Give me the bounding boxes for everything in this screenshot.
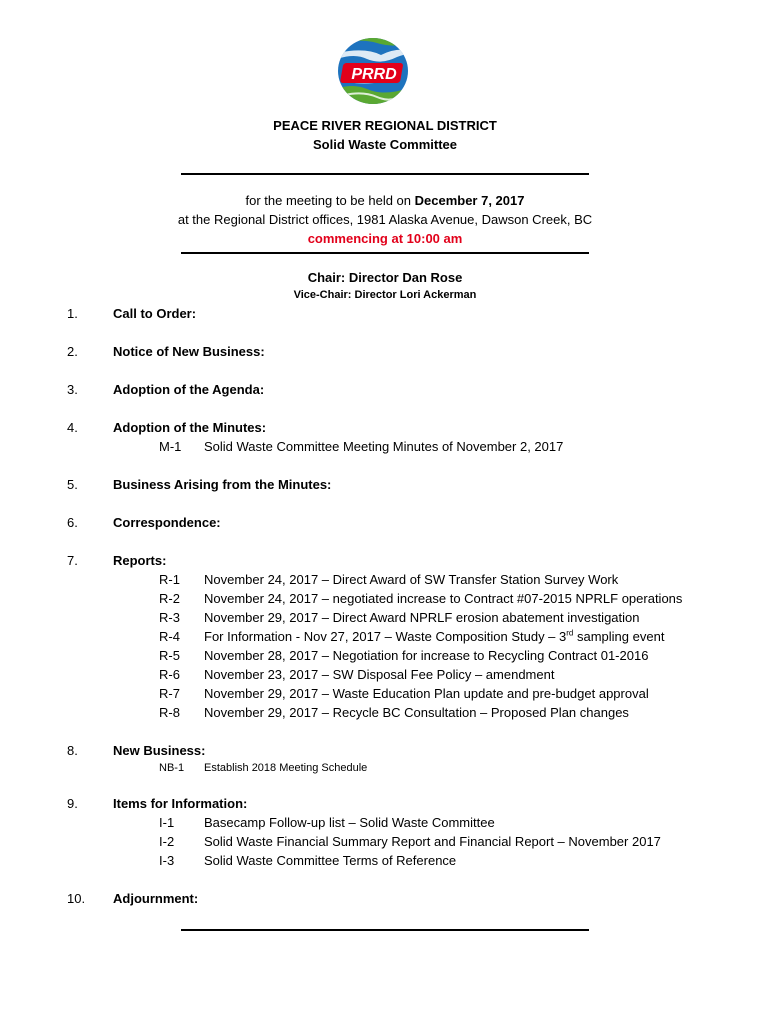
item-code: R-8 bbox=[159, 705, 180, 720]
item-description-part: sampling event bbox=[573, 629, 665, 644]
item-code: R-5 bbox=[159, 648, 180, 663]
agenda-heading: Items for Information: bbox=[113, 796, 248, 811]
agenda-number: 8. bbox=[67, 743, 78, 758]
item-description: November 29, 2017 – Recycle BC Consultation – Proposed Plan changes bbox=[204, 705, 629, 720]
agenda-heading: New Business: bbox=[113, 743, 206, 758]
agenda-number: 5. bbox=[67, 477, 78, 492]
agenda-number: 10. bbox=[67, 891, 86, 906]
item-code: R-4 bbox=[159, 629, 180, 644]
item-code: R-1 bbox=[159, 572, 180, 587]
item-description: Solid Waste Financial Summary Report and Financial Report – November 2017 bbox=[204, 834, 661, 849]
meeting-date-line bbox=[0, 193, 770, 208]
item-code: I-2 bbox=[159, 834, 175, 849]
item-description: November 29, 2017 – Direct Award NPRLF erosion abatement investigation bbox=[204, 610, 640, 625]
divider-middle bbox=[181, 252, 589, 254]
item-code: R-3 bbox=[159, 610, 180, 625]
prrd-logo bbox=[337, 37, 409, 105]
item-code: M-1 bbox=[159, 439, 182, 454]
item-code: R-6 bbox=[159, 667, 180, 682]
agenda-number: 1. bbox=[67, 306, 78, 321]
agenda-heading: Call to Order: bbox=[113, 306, 197, 321]
item-code: I-1 bbox=[159, 815, 175, 830]
item-description: November 29, 2017 – Waste Education Plan update and pre-budget approval bbox=[204, 686, 649, 701]
meeting-location: at the Regional District offices, 1981 Alaska Avenue, Dawson Creek, BC bbox=[177, 212, 593, 227]
divider-bottom bbox=[181, 929, 589, 931]
agenda-heading: Correspondence: bbox=[113, 515, 221, 530]
item-description: Solid Waste Committee Terms of Reference bbox=[204, 853, 457, 868]
item-description-part: For Information - Nov 27, 2017 – Waste Composition Study – 3 bbox=[204, 629, 567, 644]
agenda-heading: Reports: bbox=[113, 553, 167, 568]
item-code: R-7 bbox=[159, 686, 180, 701]
agenda-number: 9. bbox=[67, 796, 78, 811]
agenda-heading: Adjournment: bbox=[113, 891, 199, 906]
item-description: November 24, 2017 – Direct Award of SW Transfer Station Survey Work bbox=[204, 572, 619, 587]
meeting-date-prefix: for the meeting to be held on bbox=[245, 193, 415, 208]
divider-top bbox=[181, 173, 589, 175]
agenda-number: 4. bbox=[67, 420, 78, 435]
item-description: Basecamp Follow-up list – Solid Waste Committee bbox=[204, 815, 495, 830]
item-description: November 28, 2017 – Negotiation for increase to Recycling Contract 01-2016 bbox=[204, 648, 649, 663]
item-code: NB-1 bbox=[159, 762, 185, 774]
agenda-heading: Business Arising from the Minutes: bbox=[113, 477, 332, 492]
ordinal-suffix: rd bbox=[566, 628, 574, 638]
organization-name: PEACE RIVER REGIONAL DISTRICT bbox=[273, 118, 497, 133]
committee-name: Solid Waste Committee bbox=[313, 137, 457, 152]
agenda-heading: Adoption of the Agenda: bbox=[113, 382, 265, 397]
vice-chair-line: Vice-Chair: Director Lori Ackerman bbox=[293, 289, 477, 301]
item-description: Solid Waste Committee Meeting Minutes of November 2, 2017 bbox=[204, 439, 564, 454]
agenda-heading: Adoption of the Minutes: bbox=[113, 420, 267, 435]
agenda-number: 6. bbox=[67, 515, 78, 530]
agenda-number: 3. bbox=[67, 382, 78, 397]
item-description: Establish 2018 Meeting Schedule bbox=[204, 762, 368, 774]
logo-text: PRRD bbox=[351, 66, 397, 83]
meeting-time: commencing at 10:00 am bbox=[307, 231, 463, 246]
agenda-heading: Notice of New Business: bbox=[113, 344, 265, 359]
item-code: R-2 bbox=[159, 591, 180, 606]
item-code: I-3 bbox=[159, 853, 175, 868]
agenda-number: 7. bbox=[67, 553, 78, 568]
item-description bbox=[204, 629, 664, 644]
agenda-number: 2. bbox=[67, 344, 78, 359]
item-description: November 24, 2017 – negotiated increase to Contract #07-2015 NPRLF operations bbox=[204, 591, 683, 606]
chair-line: Chair: Director Dan Rose bbox=[307, 270, 463, 285]
meeting-date: December 7, 2017 bbox=[414, 193, 525, 208]
item-description: November 23, 2017 – SW Disposal Fee Policy – amendment bbox=[204, 667, 555, 682]
